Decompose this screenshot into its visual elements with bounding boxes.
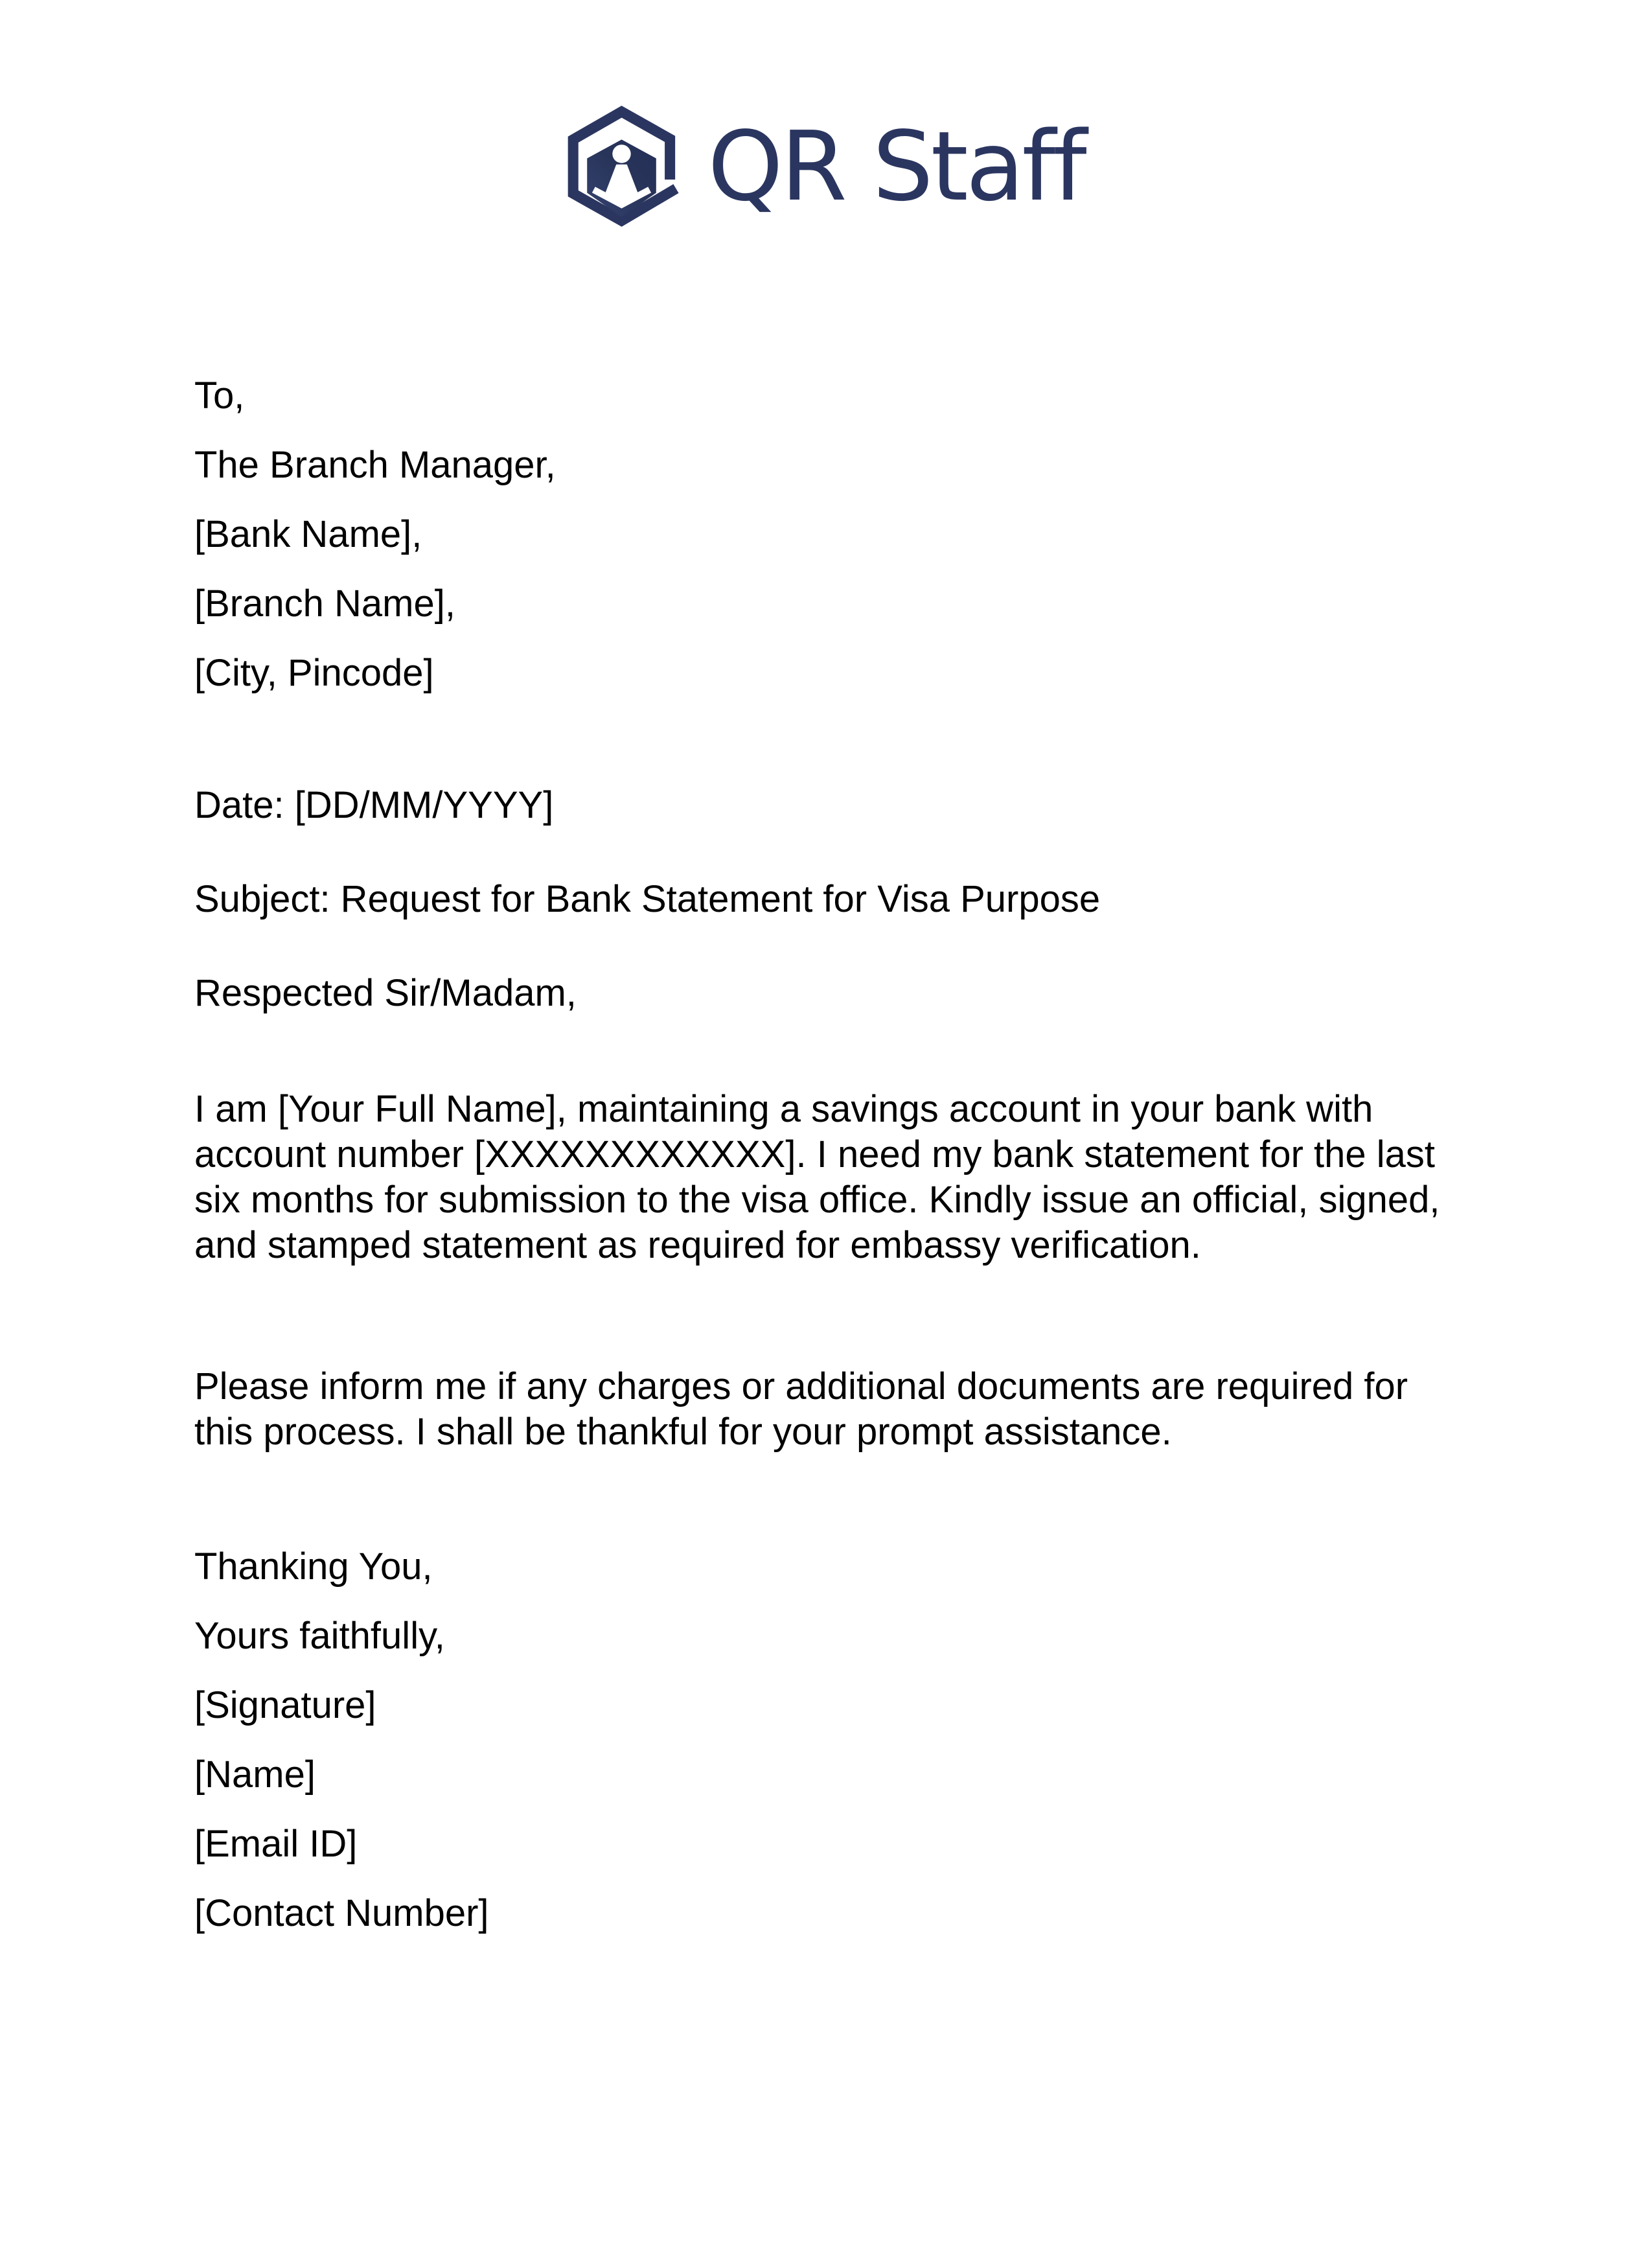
- paragraph-line: account number [XXXXXXXXXXXX]. I need my bank statement for the last: [194, 1133, 1435, 1175]
- paragraph-line: and stamped statement as required for embassy verification.: [194, 1224, 1201, 1266]
- closing-line: [Signature]: [194, 1684, 376, 1726]
- body-paragraph-1: [194, 1087, 1458, 1268]
- paragraph-line: six months for submission to the visa office. Kindly issue an official, signed,: [194, 1179, 1440, 1221]
- closing-line: [Contact Number]: [194, 1892, 489, 1934]
- date-line: Date: [DD/MM/YYYY]: [194, 784, 554, 826]
- recipient-line: [Bank Name],: [194, 513, 422, 555]
- recipient-block: [194, 373, 1458, 696]
- closing-line: [Name]: [194, 1753, 315, 1796]
- paragraph-line: Please inform me if any charges or additional documents are required for: [194, 1365, 1408, 1407]
- closing-block: [194, 1544, 1458, 1936]
- salutation-line: Respected Sir/Madam,: [194, 972, 577, 1014]
- recipient-line: The Branch Manager,: [194, 444, 556, 486]
- brand-wordmark: QR Staff: [707, 110, 1084, 222]
- letter-body: [0, 373, 1652, 1936]
- brand-logo: [0, 106, 1652, 227]
- qr-staff-hexagon-person-icon: [568, 106, 682, 227]
- paragraph-line: this process. I shall be thankful for your prompt assistance.: [194, 1411, 1172, 1453]
- recipient-line: [Branch Name],: [194, 583, 455, 625]
- body-paragraph-2: [194, 1364, 1458, 1455]
- closing-line: [Email ID]: [194, 1823, 358, 1865]
- paragraph-line: I am [Your Full Name], maintaining a savings account in your bank with: [194, 1088, 1373, 1130]
- letter-page: [0, 106, 1652, 1936]
- closing-line: Yours faithfully,: [194, 1615, 445, 1657]
- recipient-line: To,: [194, 375, 245, 417]
- closing-line: Thanking You,: [194, 1545, 433, 1588]
- subject-line: Subject: Request for Bank Statement for Visa Purpose: [194, 878, 1101, 920]
- recipient-line: [City, Pincode]: [194, 652, 434, 694]
